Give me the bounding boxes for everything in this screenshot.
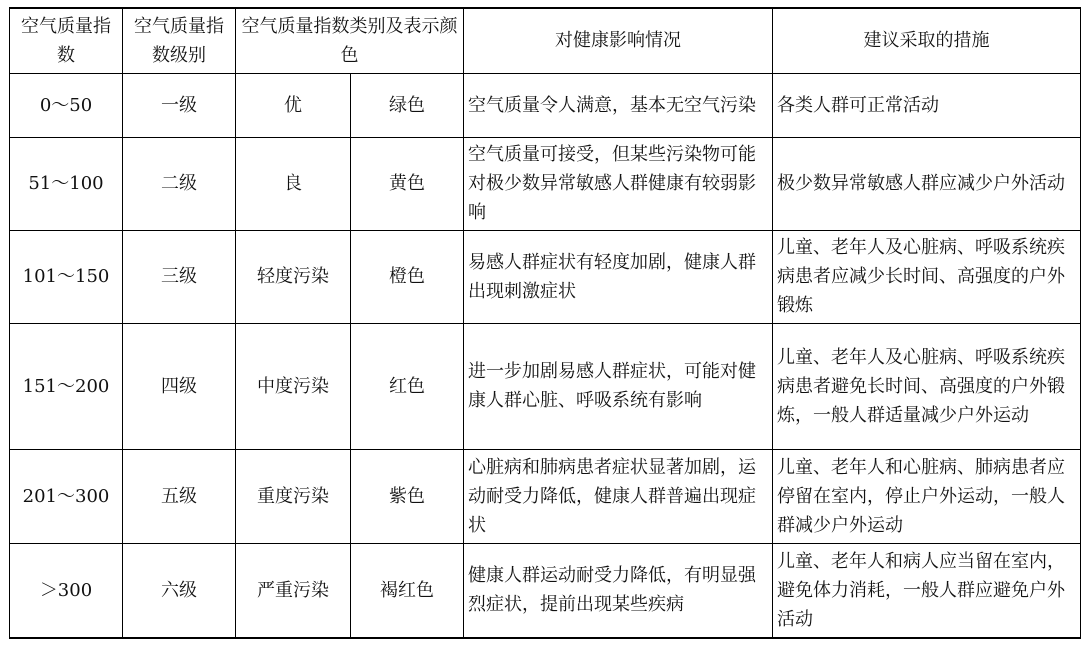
cell-color: 黄色 xyxy=(351,137,464,230)
cell-color: 红色 xyxy=(351,323,464,449)
cell-health-effect: 心脏病和肺病患者症状显著加剧，运动耐受力降低，健康人群普遍出现症状 xyxy=(464,449,773,543)
cell-range: 151～200 xyxy=(10,323,123,449)
cell-measures: 各类人群可正常活动 xyxy=(773,73,1081,137)
cell-measures: 儿童、老年人及心脏病、呼吸系统疾病患者避免长时间、高强度的户外锻炼，一般人群适量减少户外运动 xyxy=(773,323,1081,449)
cell-category: 轻度污染 xyxy=(236,230,351,323)
cell-color: 褐红色 xyxy=(351,543,464,638)
table-row xyxy=(10,73,1081,137)
cell-color: 绿色 xyxy=(351,73,464,137)
cell-category: 优 xyxy=(236,73,351,137)
table-row xyxy=(10,449,1081,543)
cell-category: 良 xyxy=(236,137,351,230)
table-row xyxy=(10,137,1081,230)
cell-measures: 极少数异常敏感人群应减少户外活动 xyxy=(773,137,1081,230)
cell-category: 中度污染 xyxy=(236,323,351,449)
cell-level: 一级 xyxy=(123,73,236,137)
header-health-effect: 对健康影响情况 xyxy=(464,8,773,73)
table-row xyxy=(10,230,1081,323)
cell-level: 三级 xyxy=(123,230,236,323)
cell-health-effect: 易感人群症状有轻度加剧，健康人群出现刺激症状 xyxy=(464,230,773,323)
aqi-table xyxy=(9,7,1081,639)
cell-range: 51～100 xyxy=(10,137,123,230)
header-row xyxy=(10,8,1081,73)
cell-level: 二级 xyxy=(123,137,236,230)
cell-range: 0～50 xyxy=(10,73,123,137)
header-level: 空气质量指数级别 xyxy=(123,8,236,73)
header-category-color: 空气质量指数类别及表示颜色 xyxy=(236,8,464,73)
cell-range: 201～300 xyxy=(10,449,123,543)
header-measures: 建议采取的措施 xyxy=(773,8,1081,73)
cell-health-effect: 空气质量令人满意，基本无空气污染 xyxy=(464,73,773,137)
cell-level: 五级 xyxy=(123,449,236,543)
cell-range: 101～150 xyxy=(10,230,123,323)
cell-health-effect: 进一步加剧易感人群症状，可能对健康人群心脏、呼吸系统有影响 xyxy=(464,323,773,449)
cell-level: 四级 xyxy=(123,323,236,449)
table-row xyxy=(10,323,1081,449)
table-row xyxy=(10,543,1081,638)
cell-health-effect: 健康人群运动耐受力降低，有明显强烈症状，提前出现某些疾病 xyxy=(464,543,773,638)
cell-color: 橙色 xyxy=(351,230,464,323)
cell-category: 严重污染 xyxy=(236,543,351,638)
cell-measures: 儿童、老年人及心脏病、呼吸系统疾病患者应减少长时间、高强度的户外锻炼 xyxy=(773,230,1081,323)
cell-color: 紫色 xyxy=(351,449,464,543)
cell-category: 重度污染 xyxy=(236,449,351,543)
cell-range: ＞300 xyxy=(10,543,123,638)
cell-measures: 儿童、老年人和病人应当留在室内，避免体力消耗，一般人群应避免户外活动 xyxy=(773,543,1081,638)
cell-health-effect: 空气质量可接受，但某些污染物可能对极少数异常敏感人群健康有较弱影响 xyxy=(464,137,773,230)
header-index: 空气质量指数 xyxy=(10,8,123,73)
cell-measures: 儿童、老年人和心脏病、肺病患者应停留在室内，停止户外运动，一般人群减少户外运动 xyxy=(773,449,1081,543)
cell-level: 六级 xyxy=(123,543,236,638)
